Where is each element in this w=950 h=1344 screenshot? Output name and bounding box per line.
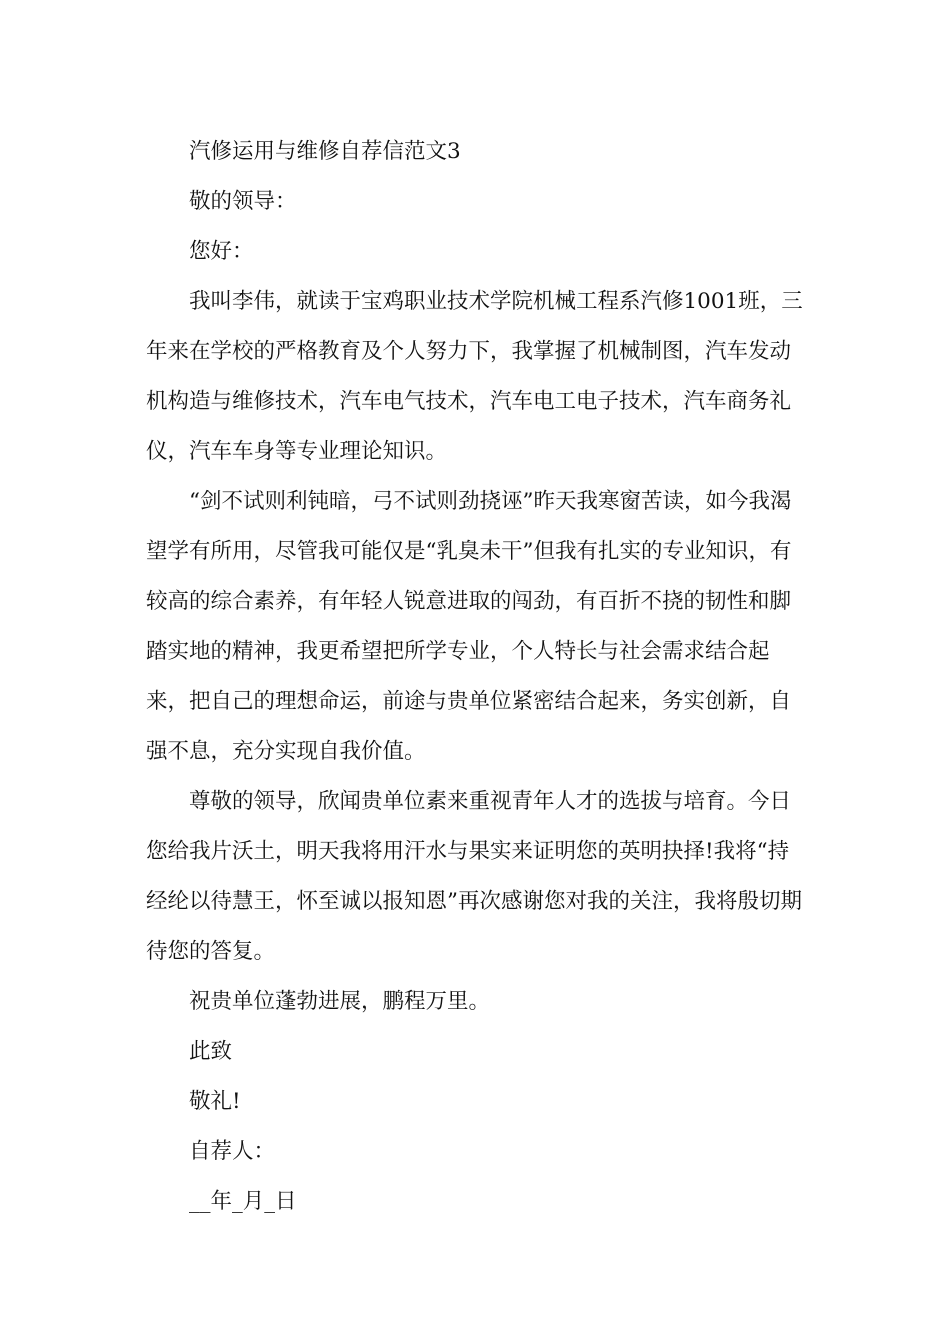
salutation: 敬的领导： [189, 189, 297, 214]
closing-line-2: 敬礼! [189, 1089, 241, 1114]
paragraph-gratitude: 尊敬的领导，欣闻贵单位素来重视青年人才的选拔与培育。今日您给我片沃土，明天我将用汗水与果实来证明您的英明抉择!我将“持经纶以待慧王，怀至诚以报知恩”再次感谢您对我的关注，我将殷切期待您的答复。 [146, 789, 802, 964]
wish-line: 祝贵单位蓬勃进展，鹏程万里。 [189, 989, 491, 1014]
paragraph-intro: 我叫李伟，就读于宝鸡职业技术学院机械工程系汽修1001班，三年来在学校的严格教育及个人努力下，我掌握了机械制图，汽车发动机构造与维修技术，汽车电气技术，汽车电工电子技术，汽车商务礼仪，汽车车身等专业理论知识。 [146, 289, 803, 464]
greeting: 您好： [189, 239, 254, 264]
paragraph-aspiration: “剑不试则利钝暗，弓不试则劲挠诬”昨天我寒窗苦读，如今我渴望学有所用，尽管我可能仅是“乳臭未干”但我有扎实的专业知识，有较高的综合素养，有年轻人锐意进取的闯劲，有百折不挠的韧性和脚踏实地的精神，我更希望把所学专业，个人特长与社会需求结合起来，把自己的理想命运，前途与贵单位紧密结合起来，务实创新，自强不息，充分实现自我价值。 [146, 489, 792, 764]
date-line: __年_月_日 [189, 1189, 297, 1214]
closing-line-1: 此致 [189, 1039, 233, 1064]
signature-line: 自荐人： [189, 1139, 276, 1164]
document-title: 汽修运用与维修自荐信范文3 [189, 139, 461, 164]
